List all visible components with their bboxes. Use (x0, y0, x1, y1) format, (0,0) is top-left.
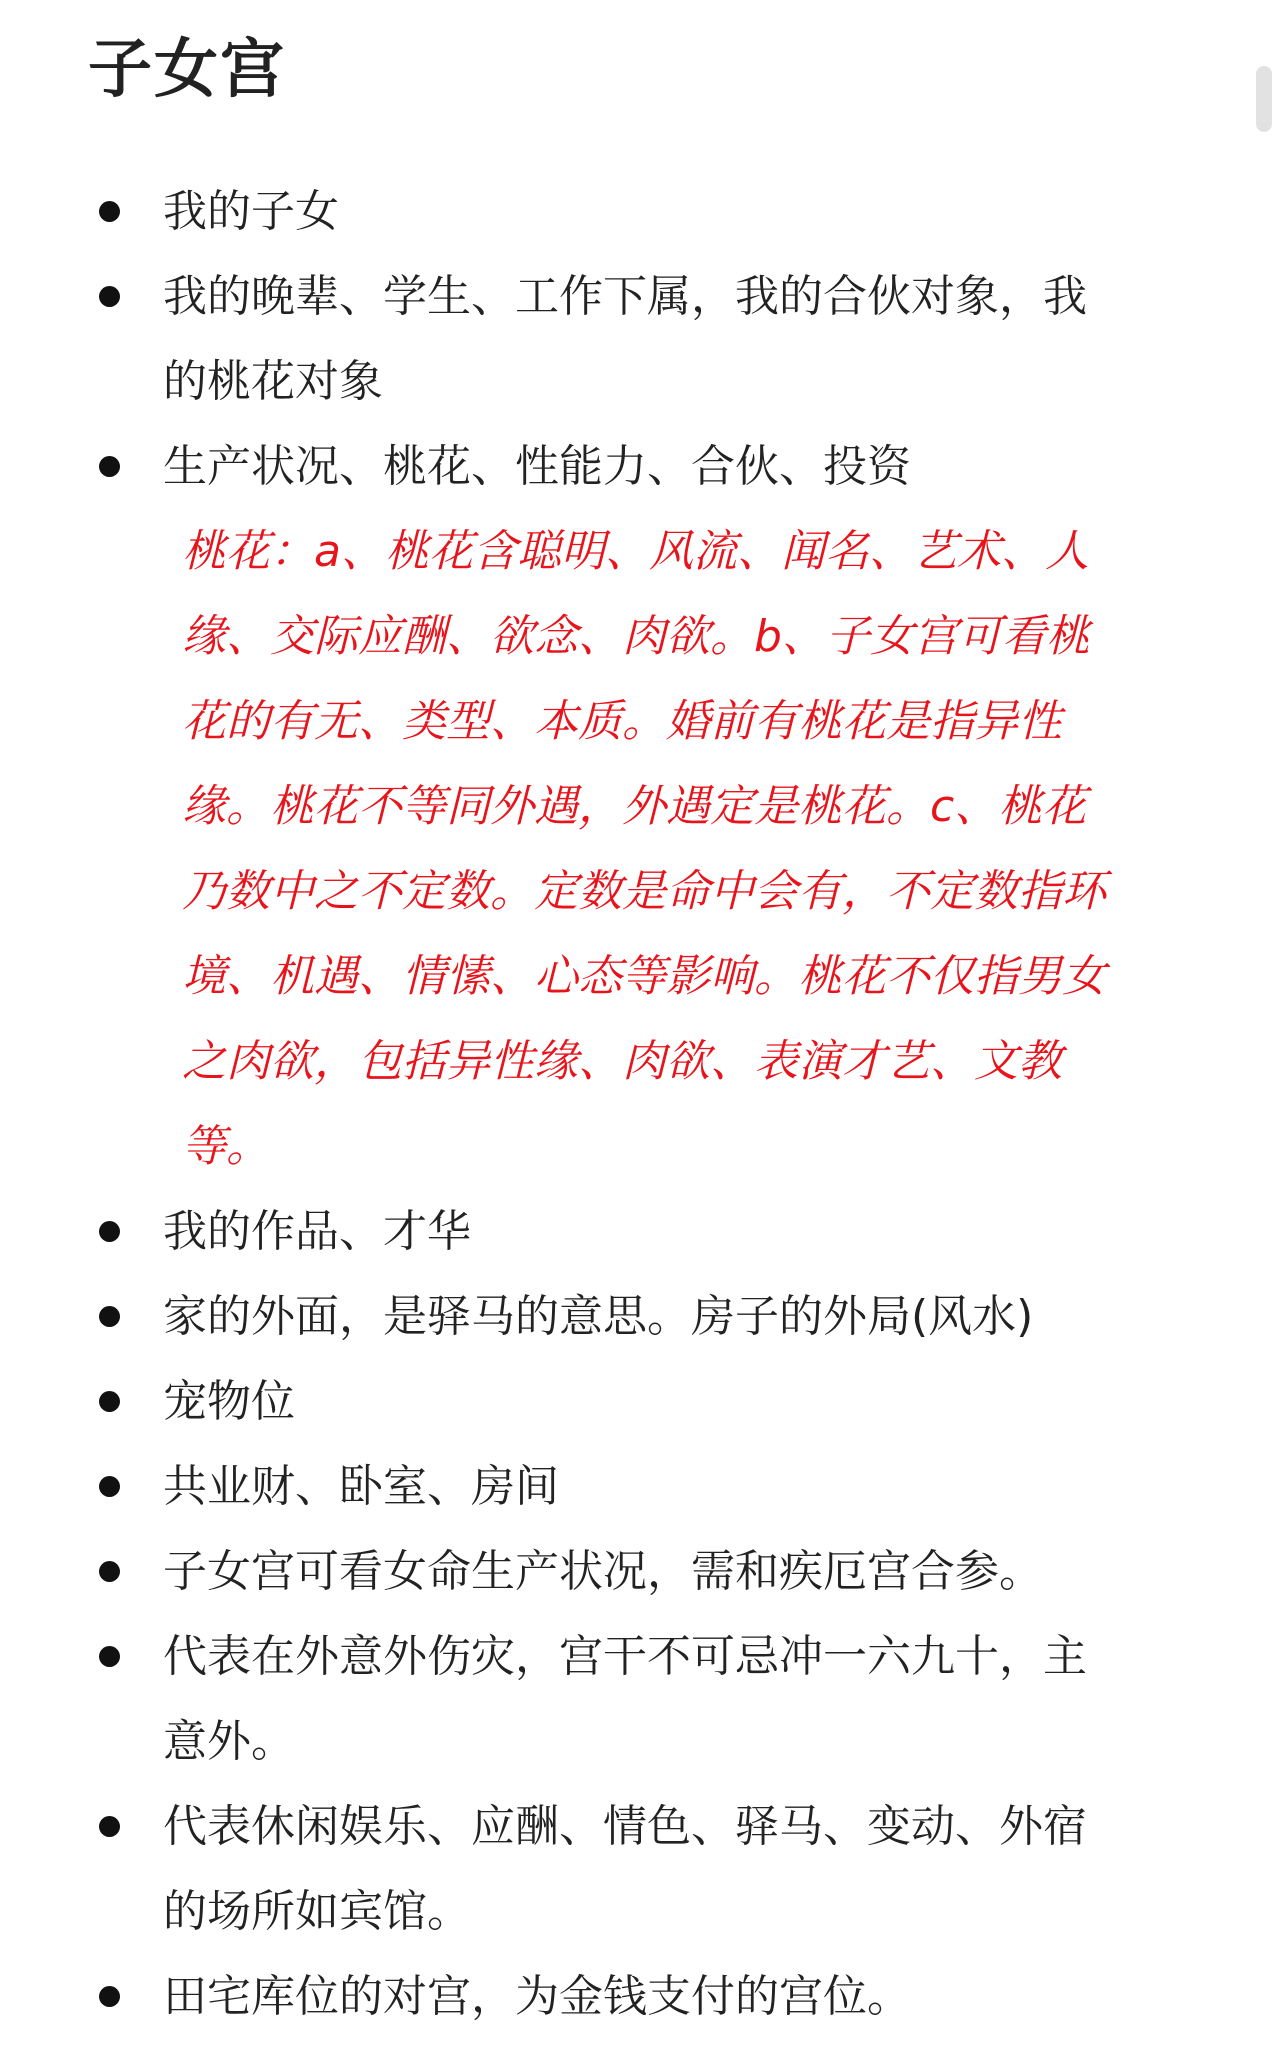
list-item-text: 田宅库位的对宫，为金钱支付的宫位。 (163, 1971, 911, 2022)
list-item-text: 我的晚辈、学生、工作下属，我的合伙对象，我 的桃花对象 (163, 271, 1087, 407)
list-item-text: 共业财、卧室、房间 (163, 1461, 559, 1512)
list-item-text: 我的子女 (163, 186, 339, 237)
bullet-icon (99, 286, 120, 307)
bullet-icon (99, 201, 120, 222)
bullet-icon (99, 1221, 120, 1242)
list-item-text: 子女宫可看女命生产状况，需和疾厄宫合参。 (163, 1546, 1043, 1597)
list-item-text: 代表在外意外伤灾，宫干不可忌冲一六九十，主 意外。 (163, 1631, 1087, 1767)
peach-blossom-note: 桃花：a、桃花含聪明、风流、闻名、艺术、人 缘、交际应酬、欲念、肉欲。b、子女宫可看桃 花的有无、类型、本质。婚前有桃花是指异性 缘。桃花不等同外遇，外遇定是桃花。c、桃花 乃数中之不定数。定数是命中会有，不定数指环 境、机遇、情愫、心态等影响。桃花不仅指男女 之肉欲，包括异性缘、肉欲、表演才艺、文教 等。 (182, 526, 1106, 1172)
list-item-text: 我的作品、才华 (163, 1206, 471, 1257)
list-item-text: 生产状况、桃花、性能力、合伙、投资 (163, 441, 911, 492)
list-item-text: 家的外面，是驿马的意思。房子的外局(风水) (163, 1291, 1034, 1342)
list-item-text: 宠物位 (163, 1376, 295, 1427)
bullet-icon (99, 1306, 120, 1327)
bullet-icon (99, 1561, 120, 1582)
list-item-text: 代表休闲娱乐、应酬、情色、驿马、变动、外宿 的场所如宾馆。 (163, 1801, 1087, 1937)
bullet-icon (99, 456, 120, 477)
scrollbar[interactable] (1256, 66, 1272, 132)
bullet-icon (99, 1476, 120, 1497)
page-title: 子女宫 (88, 33, 286, 107)
bullet-icon (99, 1816, 120, 1837)
bullet-icon (99, 1986, 120, 2007)
bullet-icon (99, 1391, 120, 1412)
bullet-icon (99, 1646, 120, 1667)
